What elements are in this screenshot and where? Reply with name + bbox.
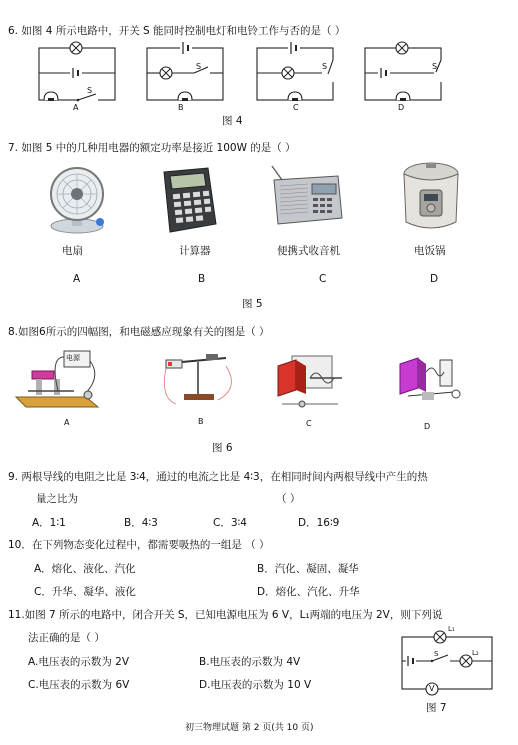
figure-4-caption: 图 4 bbox=[222, 115, 243, 127]
calculator-image bbox=[156, 166, 218, 236]
q6-option-a: A bbox=[73, 103, 79, 112]
q10-stem: 10．在下列物态变化过程中，都需要吸热的一组是 （ ） bbox=[8, 539, 270, 551]
q6-circuit-c bbox=[256, 42, 336, 104]
q6-switch-label-b: S bbox=[196, 62, 202, 71]
q7-stem: 7. 如图 5 中的几种用电器的额定功率是接近 100W 的是（ ） bbox=[8, 142, 296, 154]
q7-letter-b: B bbox=[198, 273, 206, 285]
q9-stem-line1: 9. 两根导线的电阻之比是 3∶4，通过的电流之比是 4∶3，在相同时间内两根导线中产生的热 bbox=[8, 471, 428, 483]
q11-option-b: B.电压表的示数为 4V bbox=[199, 656, 301, 668]
q7-letter-a: A bbox=[73, 273, 81, 285]
page-footer: 初三物理试题 第 2 页(共 10 页) bbox=[185, 723, 314, 733]
q6-circuit-b bbox=[146, 42, 226, 104]
figure-5-caption: 图 5 bbox=[242, 298, 263, 310]
q11-circuit bbox=[400, 627, 496, 693]
q8-option-b: B bbox=[198, 417, 204, 426]
q8-figure-c bbox=[272, 348, 352, 414]
q8-stem: 8.如图6所示的四幅图，和电磁感应现象有关的图是（ ） bbox=[8, 326, 270, 338]
q8-figure-b bbox=[156, 348, 240, 410]
q10-option-c: C．升华、凝华、液化 bbox=[34, 586, 136, 598]
q7-item-name-b: 计算器 bbox=[179, 245, 211, 257]
q7-item-name-c: 便携式收音机 bbox=[277, 245, 340, 257]
q6-switch-label-c: S bbox=[322, 62, 328, 71]
q6-option-b: B bbox=[178, 103, 184, 112]
q6-stem: 6. 如图 4 所示电路中，开关 S 能同时控制电灯和电铃工作与否的是（ ） bbox=[8, 25, 346, 37]
q8-option-d: D bbox=[424, 422, 431, 431]
q8-figure-a-label: 电源 bbox=[66, 354, 80, 362]
q6-option-d: D bbox=[398, 103, 405, 112]
q8-figure-d bbox=[394, 350, 474, 412]
q9-stem-line2: 量之比为 bbox=[36, 493, 78, 505]
q7-letter-d: D bbox=[430, 273, 439, 285]
q11-stem-line1: 11.如图 7 所示的电路中，闭合开关 S，已知电源电压为 6 V，L₁两端的电压为 2V，则下列说 bbox=[8, 609, 443, 621]
q8-figure-a bbox=[14, 347, 106, 413]
q11-stem-line2: 法正确的是（ ） bbox=[28, 632, 105, 644]
q11-option-a: A.电压表的示数为 2V bbox=[28, 656, 130, 668]
q9-option-b: B．4∶3 bbox=[124, 517, 158, 529]
q11-label-v: V bbox=[429, 684, 435, 693]
figure-6-caption: 图 6 bbox=[212, 442, 233, 454]
q10-option-a: A．熔化、液化、汽化 bbox=[34, 563, 136, 575]
q10-option-d: D．熔化、汽化、升华 bbox=[257, 586, 360, 598]
q8-option-a: A bbox=[64, 418, 70, 427]
q6-circuit-a bbox=[38, 42, 118, 104]
q9-answer-paren: （ ） bbox=[276, 493, 301, 505]
q9-option-d: D．16∶9 bbox=[298, 517, 340, 529]
q7-item-name-d: 电饭锅 bbox=[414, 245, 446, 257]
q11-label-l1: L₁ bbox=[448, 625, 455, 633]
q6-option-c: C bbox=[293, 103, 299, 112]
q7-letter-c: C bbox=[319, 273, 327, 285]
q7-item-name-a: 电扇 bbox=[62, 245, 83, 257]
q11-option-d: D.电压表的示数为 10 V bbox=[199, 679, 312, 691]
q6-switch-label-d: S bbox=[432, 62, 438, 71]
q11-label-l2: L₂ bbox=[472, 649, 479, 657]
q6-circuit-d bbox=[364, 42, 444, 104]
q6-switch-label-a: S bbox=[87, 86, 93, 95]
fan-image bbox=[42, 164, 112, 234]
q9-option-c: C．3∶4 bbox=[213, 517, 247, 529]
q9-option-a: A．1∶1 bbox=[32, 517, 66, 529]
figure-7-caption: 图 7 bbox=[426, 702, 447, 714]
q11-option-c: C.电压表的示数为 6V bbox=[28, 679, 130, 691]
q8-option-c: C bbox=[306, 419, 312, 428]
q10-option-b: B．汽化、凝固、凝华 bbox=[257, 563, 359, 575]
radio-image bbox=[268, 166, 346, 228]
rice-cooker-image bbox=[400, 160, 462, 236]
q11-label-s: S bbox=[434, 650, 439, 658]
